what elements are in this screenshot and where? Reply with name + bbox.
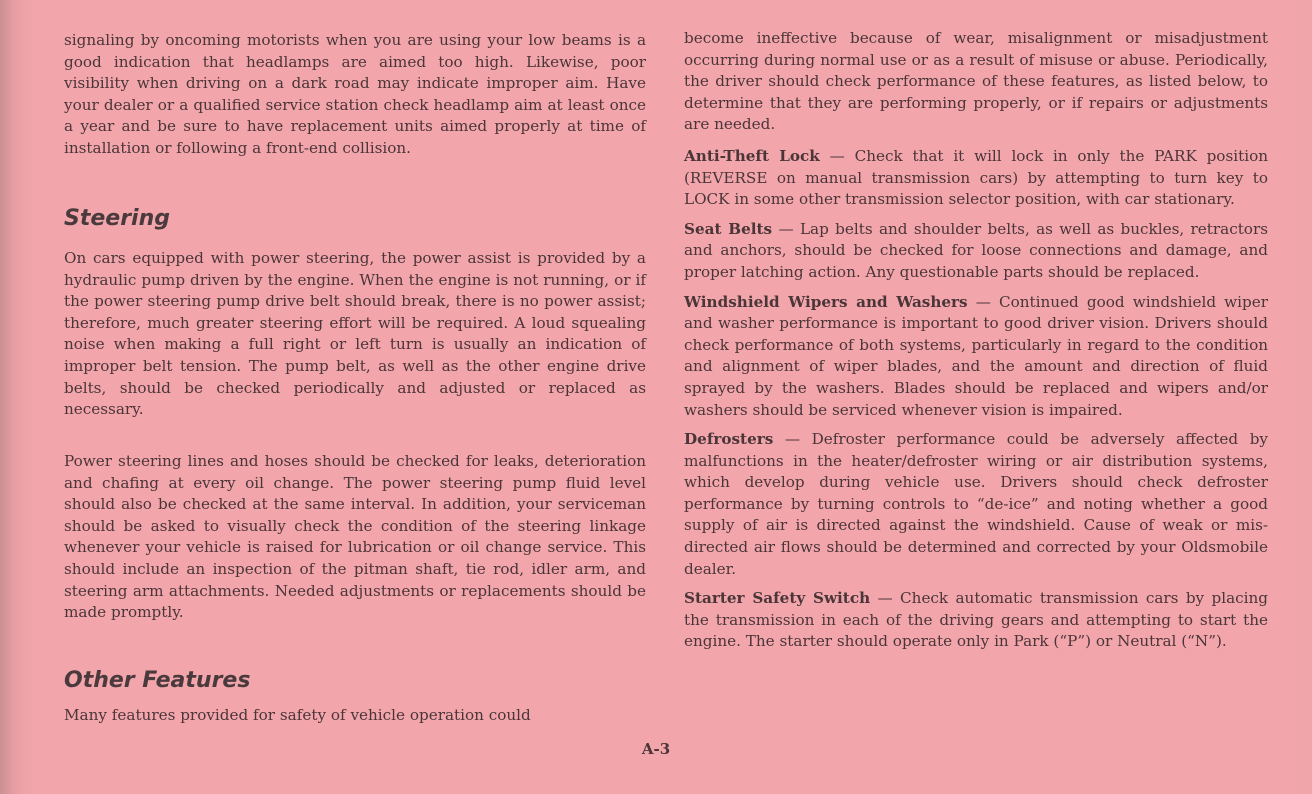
defrosters-term: Defrosters bbox=[684, 430, 774, 449]
features-intro-paragraph: become ineffective because of wear, misalignment or misadjustment occurring during normal use or as a result of misuse or abuse. Periodically, the driver should check performance of these features, as listed below, to determine that they are performing properly, or if repairs or adjustments are needed. bbox=[684, 29, 1268, 134]
other-features-paragraph: Many features provided for safety of vehicle operation could bbox=[64, 706, 531, 724]
starter-safety-switch-item bbox=[684, 588, 1268, 653]
defrosters-item bbox=[684, 429, 1268, 580]
other-features-heading: Other Features bbox=[64, 668, 251, 693]
starter-safety-switch-text: — Check automatic transmission cars by placing the transmission in each of the driving gears and attempting to start the engine. The starter should operate only in Park (“P”) or Neutral (“N”). bbox=[684, 589, 1268, 651]
steering-heading: Steering bbox=[64, 206, 171, 231]
steering-paragraph-1: On cars equipped with power steering, the power assist is provided by a hydraulic pump driven by the engine. When the engine is not running, or if the power steering pump drive belt should break, there is no power assist; therefore, much greater steering effort will be required. A loud squealing noise when making a full right or left turn is usually an indication of improper belt tension. The pump belt, as well as the other engine drive belts, should be checked periodically and adjusted or replaced as necessary. bbox=[64, 249, 646, 419]
defrosters-text: — Defroster performance could be adversely affected by malfunctions in the heater/defroster wiring or air distribution systems, which develop during vehicle use. Drivers should check defroster performance by turning controls to “de-ice” and noting whether a good supply of air is directed against the windshield. Cause of weak or mis-directed air flows should be determined and corrected by your Oldsmobile dealer. bbox=[684, 430, 1268, 578]
anti-theft-lock-item bbox=[684, 146, 1268, 211]
wipers-washers-term: Windshield Wipers and Washers bbox=[684, 292, 968, 311]
wipers-washers-text: — Continued good windshield wiper and washer performance is important to good driver vision. Drivers should check performance of both systems, particularly in regard to the condition and alignment of wiper blades, and the amount and direction of fluid sprayed by the washers. Blades should be replaced and wipers and/or washers should be serviced whenever vision is impaired. bbox=[684, 292, 1269, 419]
headlamp-aim-paragraph: signaling by oncoming motorists when you are using your low beams is a good indication that headlamps are aimed too high. Likewise, poor visibility when driving on a dark road may indicate improper aim. Have your dealer or a qualified service station check headlamp aim at least once a year and be sure to have replacement units aimed properly at time of installation or following a front-end collision. bbox=[64, 31, 646, 157]
steering-paragraph-2: Power steering lines and hoses should be checked for leaks, deterioration and chafing at every oil change. The power steering pump fluid level should also be checked at the same interval. In addition, your serviceman should be asked to visually check the condition of the steering linkage whenever your vehicle is raised for lubrication or oil change service. This should include an inspection of the pitman shaft, tie rod, idler arm, and steering arm attachments. Needed adjustments or replacements should be made promptly. bbox=[64, 452, 646, 622]
wipers-washers-item bbox=[684, 292, 1268, 422]
anti-theft-lock-text: — Check that it will lock in only the PARK position (REVERSE on manual transmission cars) by attempting to turn key to LOCK in some other transmission selector position, with car stationary. bbox=[684, 146, 1268, 209]
seat-belts-text: — Lap belts and shoulder belts, as well as buckles, retractors and anchors, should be checked for loose connections and damage, and proper latching action. Any questionable parts should be replaced. bbox=[684, 219, 1269, 281]
left-column bbox=[64, 30, 646, 724]
right-column bbox=[684, 28, 1268, 661]
anti-theft-lock-term: Anti-Theft Lock bbox=[684, 146, 820, 165]
seat-belts-term: Seat Belts bbox=[684, 219, 773, 238]
seat-belts-item bbox=[684, 219, 1268, 284]
starter-safety-switch-term: Starter Safety Switch bbox=[684, 589, 871, 608]
page-number: A-3 bbox=[641, 740, 671, 758]
